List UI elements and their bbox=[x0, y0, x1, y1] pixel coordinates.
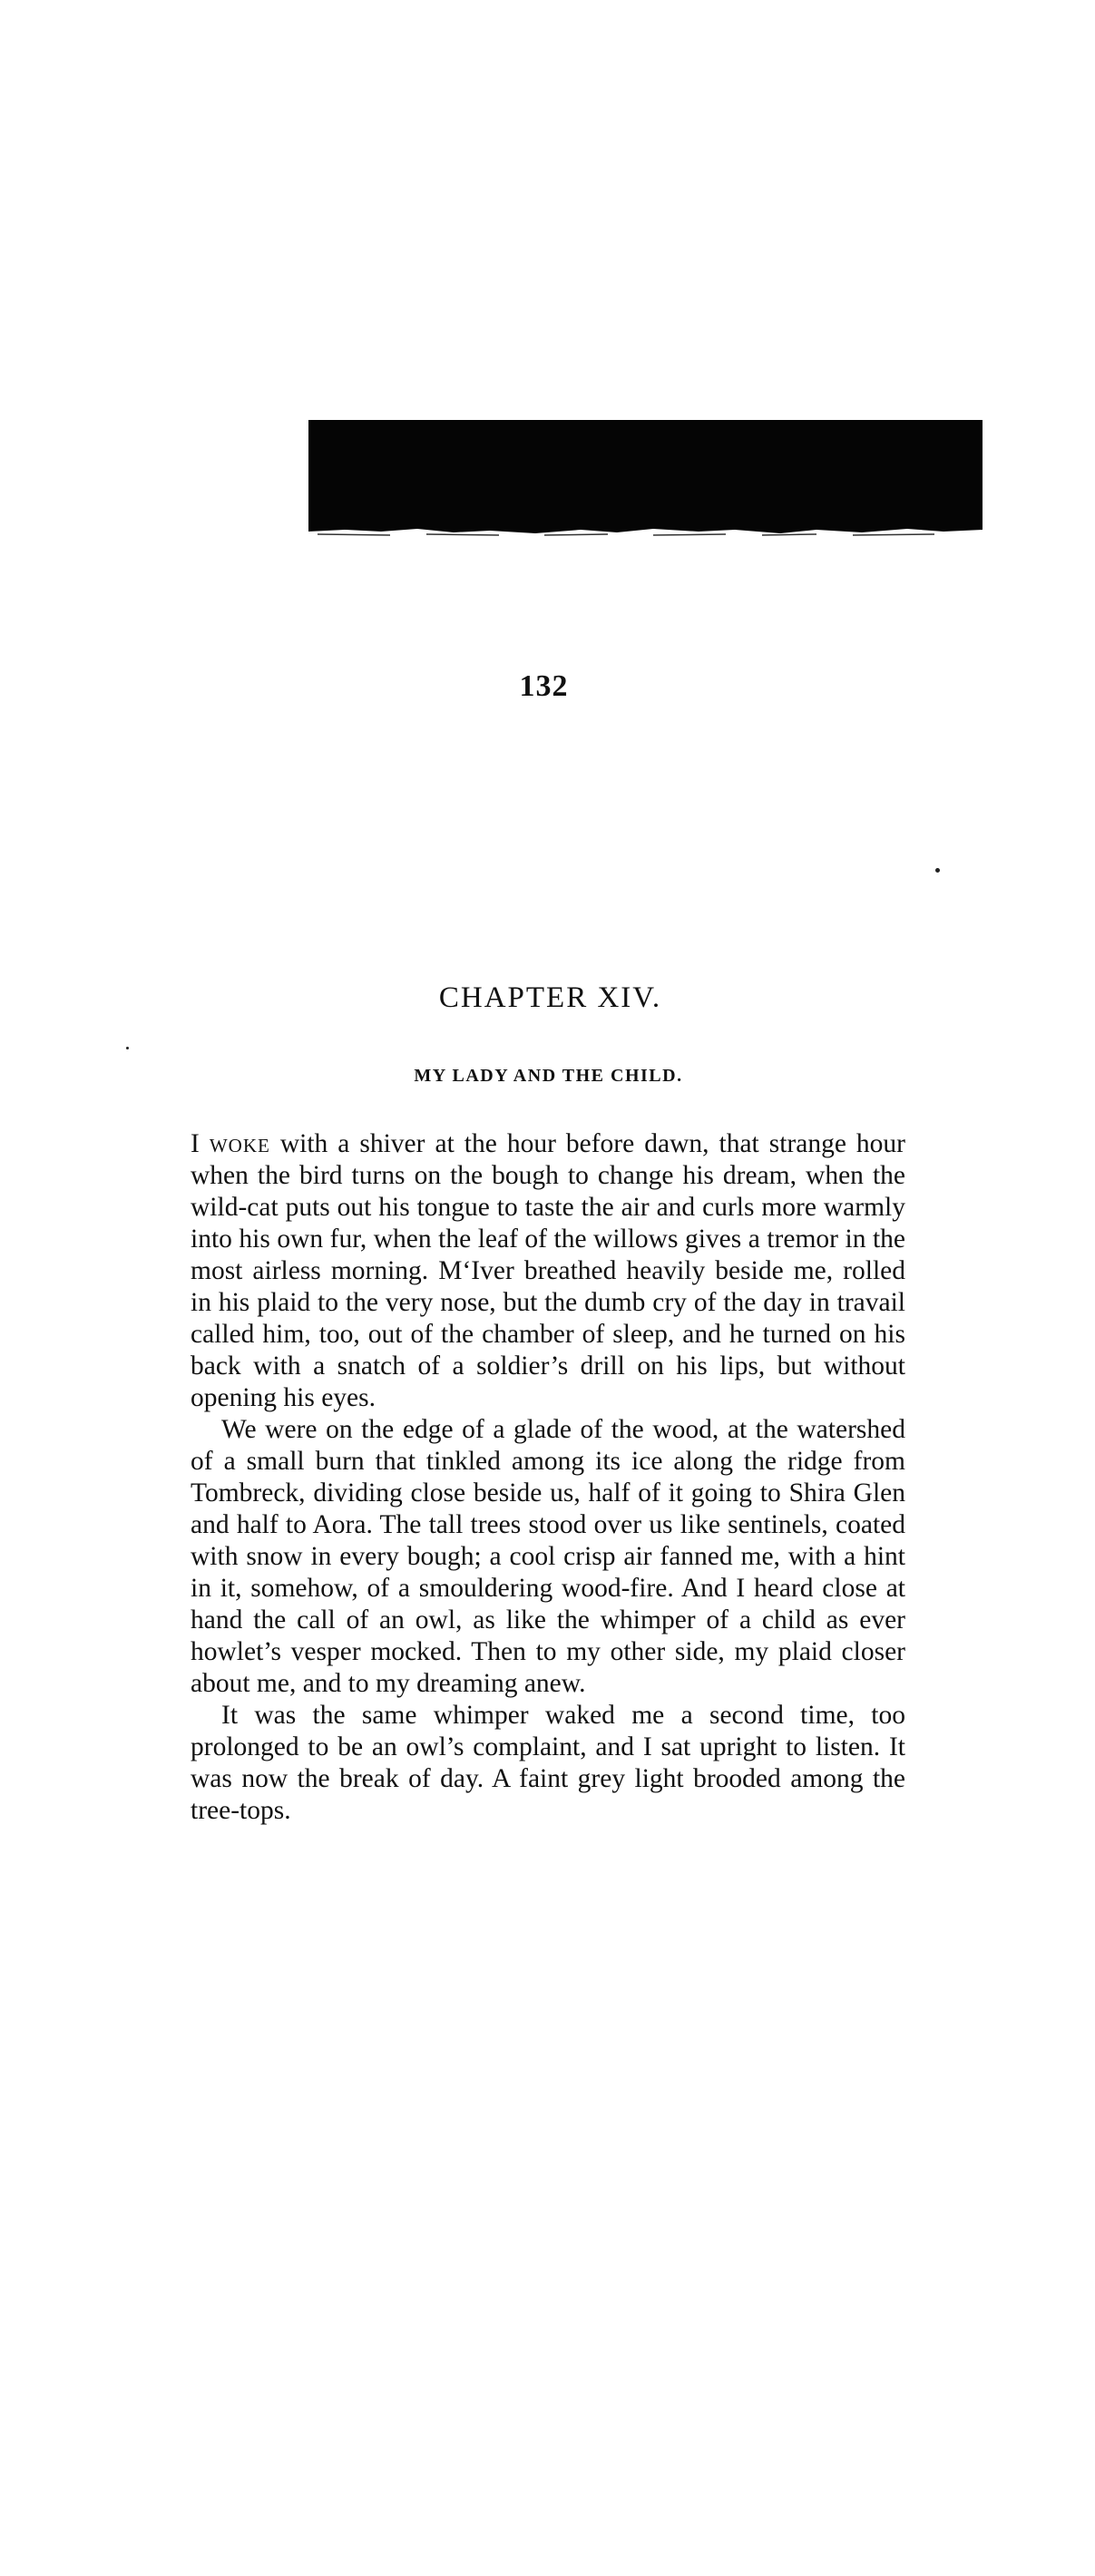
chapter-title: CHAPTER XIV. bbox=[438, 981, 662, 1014]
paragraph-1-initial: I bbox=[191, 1129, 200, 1158]
page-number: 132 bbox=[519, 669, 569, 703]
header-band-torn-edge bbox=[308, 524, 983, 537]
paragraph-2: We were on the edge of a glade of the wood, at the watershed of a small burn that tinkled among its ice along the ridge from Tombreck, dividing close beside us, half of it going to Shira Glen and half to Aora. The tall trees stood over us like sentinels, coated with snow in every bough; a cool crisp air fanned me, with a hint in it, somehow, of a smouldering wood-fire. And I heard close at hand the call of an owl, as like the whimper of a child as ever howlet’s vesper mocked. Then to my other side, my plaid closer about me, and to my dreaming anew. bbox=[191, 1415, 905, 1698]
paragraph-1-text: with a shiver at the hour before dawn, that strange hour when the bird turns on the bough to change his dream, when the wild-cat puts out his tongue to taste the air and curls more warmly into his own fur, when the leaf of the willows gives a tremor in the most airless morning. M‘Iver breathed heavily beside me, rolled in his plaid to the very nose, but the dumb cry of the day in travail called him, too, out of the chamber of sleep, and he turned on his back with a snatch of a soldier’s drill on his lips, but without opening his eyes. bbox=[191, 1129, 906, 1412]
header-black-band bbox=[308, 420, 983, 527]
scan-speck bbox=[935, 868, 940, 873]
paragraph-1-smallcaps: woke bbox=[209, 1129, 270, 1158]
scan-speck bbox=[126, 1047, 129, 1049]
paragraph-1 bbox=[191, 1128, 905, 1414]
paragraph-3: It was the same whimper waked me a second time, too prolonged to be an owl’s complaint, and I sat upright to listen. It was now the break of day. A faint grey light brooded among the tree-tops. bbox=[191, 1701, 905, 1825]
chapter-body bbox=[191, 1128, 905, 1827]
chapter-subtitle: MY LADY AND THE CHILD. bbox=[414, 1066, 683, 1086]
